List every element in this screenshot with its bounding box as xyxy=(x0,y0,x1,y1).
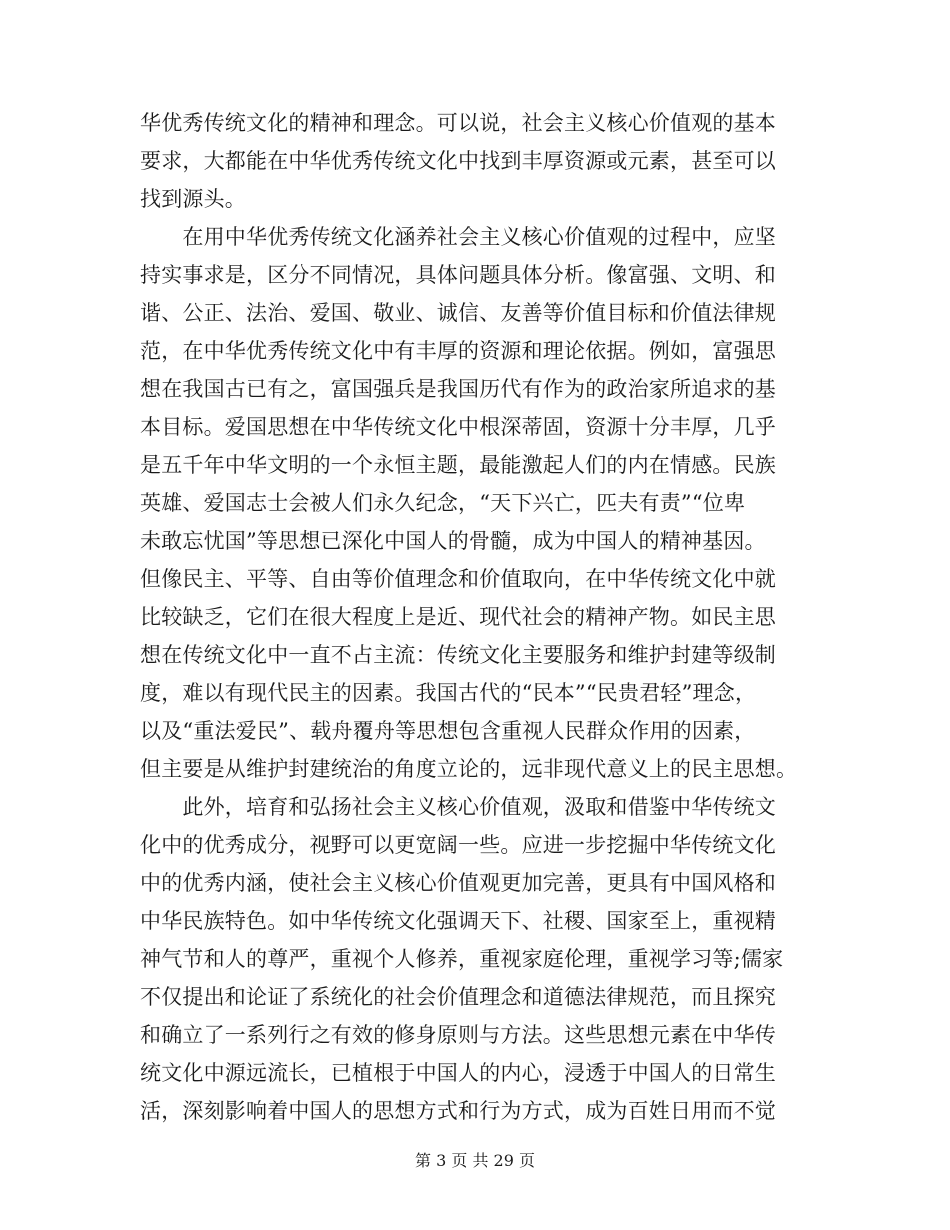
text-line: 但主要是从维护封建统治的角度立论的，远非现代意义上的民主思想。 xyxy=(140,757,798,781)
text-line: 想在我国古已有之，富国强兵是我国历代有作为的政治家所追求的基 xyxy=(140,377,776,401)
text-line: 中的优秀内涵，使社会主义核心价值观更加完善，更具有中国风格和 xyxy=(140,871,776,895)
text-line: 谐、公正、法治、爱国、敬业、诚信、友善等价值目标和价值法律规 xyxy=(140,301,776,325)
page-number-label: 第 3 页 共 29 页 xyxy=(415,1151,535,1170)
text-line: 和确立了一系列行之有效的修身原则与方法。这些思想元素在中华传 xyxy=(140,1023,776,1047)
text-line: 范，在中华优秀传统文化中有丰厚的资源和理论依据。例如，富强思 xyxy=(140,339,776,363)
text-line: 神气节和人的尊严，重视个人修养，重视家庭伦理，重视学习等;儒家 xyxy=(140,947,784,971)
text-line: 活，深刻影响着中国人的思想方式和行为方式，成为百姓日用而不觉 xyxy=(140,1099,776,1123)
text-line: 华优秀传统文化的精神和理念。可以说，社会主义核心价值观的基本 xyxy=(140,111,776,135)
text-line: 中华民族特色。如中华传统文化强调天下、社稷、国家至上，重视精 xyxy=(140,909,776,933)
text-line: 此外，培育和弘扬社会主义核心价值观，汲取和借鉴中华传统文 xyxy=(140,795,776,819)
text-line: 在用中华优秀传统文化涵养社会主义核心价值观的过程中，应坚 xyxy=(140,225,776,249)
text-line: 英雄、爱国志士会被人们永久纪念，“天下兴亡，匹夫有责”“位卑 xyxy=(140,491,746,515)
page-footer xyxy=(0,1150,950,1172)
text-line: 以及“重法爱民”、载舟覆舟等思想包含重视人民群众作用的因素， xyxy=(140,719,756,743)
text-line: 化中的优秀成分，视野可以更宽阔一些。应进一步挖掘中华传统文化 xyxy=(140,833,776,857)
text-line: 想在传统文化中一直不占主流：传统文化主要服务和维护封建等级制 xyxy=(140,643,776,667)
text-line: 度，难以有现代民主的因素。我国古代的“民本”“民贵君轻”理念， xyxy=(140,681,757,705)
text-line: 统文化中源远流长，已植根于中国人的内心，浸透于中国人的日常生 xyxy=(140,1061,776,1085)
text-line: 不仅提出和论证了系统化的社会价值理念和道德法律规范，而且探究 xyxy=(140,985,776,1009)
text-line: 找到源头。 xyxy=(140,187,246,211)
text-line: 要求，大都能在中华优秀传统文化中找到丰厚资源或元素，甚至可以 xyxy=(140,149,776,173)
text-line: 但像民主、平等、自由等价值理念和价值取向，在中华传统文化中就 xyxy=(140,567,776,591)
text-line: 本目标。爱国思想在中华传统文化中根深蒂固，资源十分丰厚，几乎 xyxy=(140,415,776,439)
text-line: 是五千年中华文明的一个永恒主题，最能激起人们的内在情感。民族 xyxy=(140,453,776,477)
text-line: 未敢忘忧国”等思想已深化中国人的骨髓，成为中国人的精神基因。 xyxy=(140,529,766,553)
body-text xyxy=(140,104,810,1130)
text-line: 比较缺乏，它们在很大程度上是近、现代社会的精神产物。如民主思 xyxy=(140,605,776,629)
text-line: 持实事求是，区分不同情况，具体问题具体分析。像富强、文明、和 xyxy=(140,263,776,287)
